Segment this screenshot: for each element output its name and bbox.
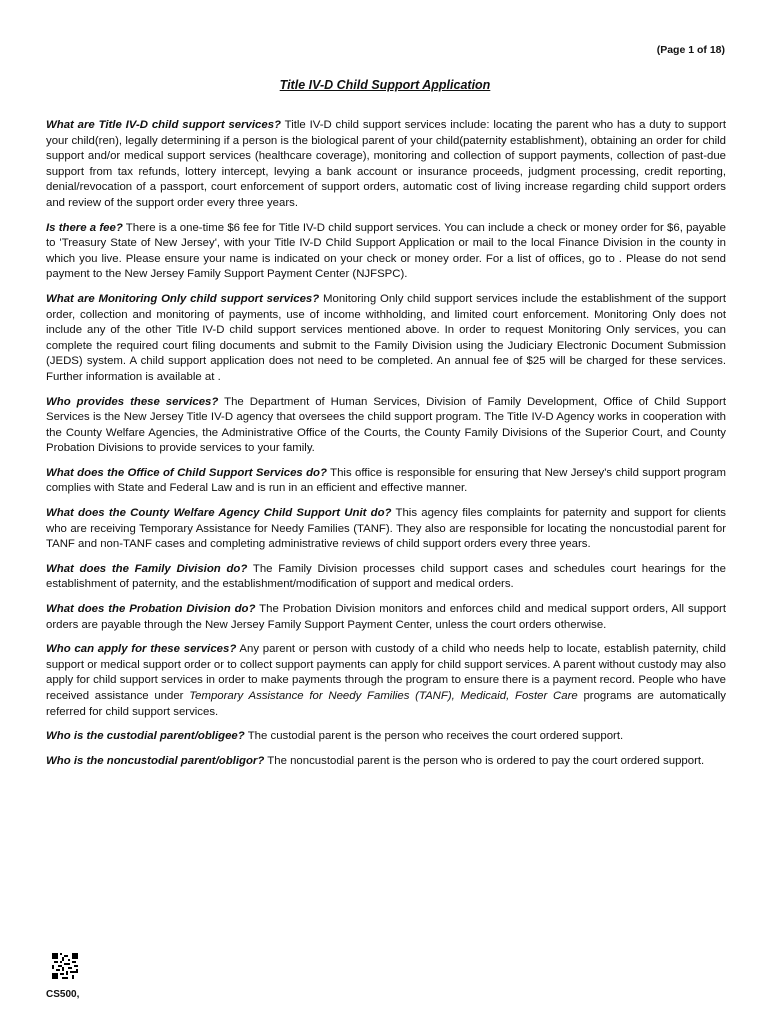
- question: What are Monitoring Only child support services?: [46, 292, 320, 305]
- section-probation-division: [46, 602, 726, 633]
- question: What does the Family Division do?: [46, 562, 248, 575]
- answer-italic: Temporary Assistance for Needy Families (TANF), Medicaid, Foster Care: [189, 690, 578, 702]
- section-family-division: [46, 562, 726, 593]
- form-code: CS500,: [46, 989, 80, 1000]
- answer: There is a one-time $6 fee for Title IV-D child support services. You can include a check or money order for $6, payable to 'Treasury State of New Jersey', with your Title IV-D Child Support Application or mail to the local Finance Division in the county in which you live. Please ensure your name is indicated on your check or money order. For a list of offices, go to . Please do not send payment to the New Jersey Family Support Payment Center (NJFSPC).: [46, 221, 726, 281]
- answer: This office is responsible for ensuring that New Jersey's child support program complies with State and Federal Law and is run in an efficient and effective manner.: [46, 466, 726, 495]
- question: Who provides these services?: [46, 395, 219, 408]
- answer: The Family Division processes child support cases and schedules court hearings for the establishment of paternity, and the establishment/modification of support and medical orders.: [46, 562, 726, 591]
- question: What does the Office of Child Support Services do?: [46, 466, 327, 479]
- qr-code-icon: [52, 953, 78, 979]
- question: What are Title IV-D child support services?: [46, 119, 282, 131]
- section-providers: [46, 395, 726, 457]
- document-title: Title IV-D Child Support Application: [279, 78, 491, 92]
- section-monitoring-only: [46, 292, 726, 386]
- section-office: [46, 466, 726, 497]
- answer: The noncustodial parent is the person who is ordered to pay the court ordered support.: [267, 754, 705, 767]
- question: What does the County Welfare Agency Child Support Unit do?: [46, 507, 392, 520]
- section-noncustodial-parent: [46, 754, 726, 770]
- answer: The Department of Human Services, Division of Family Development, Office of Child Support Services is the New Jersey Title IV-D agency that oversees the child support program. The Title IV-D Agency works in cooperation with the County Welfare Agencies, the Administrative Office of the Courts, the County Family Divisions of the Superior Court, and County Probation Divisions to provide services to your family.: [46, 395, 726, 455]
- question: Who can apply for these services?: [46, 643, 237, 656]
- page-number: (Page 1 of 18): [656, 44, 725, 56]
- section-fee: [46, 221, 726, 283]
- answer: Any parent or person with custody of a child who needs help to locate, establish paternity, child support or medical support order or to collect support payments can apply for child support services. A parent without custody may also apply for child support services in order to make payments through the program to ensure there is a payment record. People who have received assistance under: [46, 643, 726, 702]
- answer-tail: programs are automatically referred for child support services.: [46, 690, 726, 718]
- answer: This agency files complaints for paternity and support for clients who are receiving Temporary Assistance for Needy Families (TANF). They also are responsible for locating the noncustodial parent for TANF and non-TANF cases and completing administrative reviews of child support orders every three years.: [46, 507, 726, 551]
- answer: Monitoring Only child support services include the establishment of the support order, collection and monitoring of payments, use of income withholding, and limited court enforcement. Monitoring Only does not include any of the other Title IV-D child support services mentioned above. In order to request Monitoring Only services, you can complete the required court filing documents and submit to the Family Division using the Judiciary Electronic Document Submission (JEDS) system. A child support application does not need to be completed. An annual fee of $25 will be charged for these services. Further information is available at .: [46, 292, 727, 383]
- section-services: [46, 118, 726, 212]
- question: Is there a fee?: [46, 221, 123, 234]
- document-body: [46, 118, 726, 778]
- section-who-can-apply: [46, 642, 726, 720]
- answer: The custodial parent is the person who receives the court ordered support.: [247, 730, 624, 743]
- question: Who is the noncustodial parent/obligor?: [46, 754, 265, 767]
- answer: The Probation Division monitors and enforces child and medical support orders, All support orders are payable through the New Jersey Family Support Payment Center, unless the court orders otherwise.: [46, 603, 726, 631]
- section-custodial-parent: [46, 729, 726, 745]
- question: Who is the custodial parent/obligee?: [46, 730, 245, 743]
- question: What does the Probation Division do?: [46, 603, 256, 616]
- section-county-welfare: [46, 506, 726, 553]
- answer: Title IV-D child support services include: locating the parent who has a duty to support your child(ren), legally determining if a person is the biological parent of your child(paternity establishment), obtaining an order for child support and/or medical support services (healthcare coverage), monitoring and collection of support payments, collection of past-due support from tax refunds, lottery intercept, levying a bank account or insurance proceeds, judgment processing, credit reporting, denial/revocation of a passport, court enforcement of support orders, automatic cost of living increase regarding child support orders and review of the support order every three years.: [46, 119, 726, 209]
